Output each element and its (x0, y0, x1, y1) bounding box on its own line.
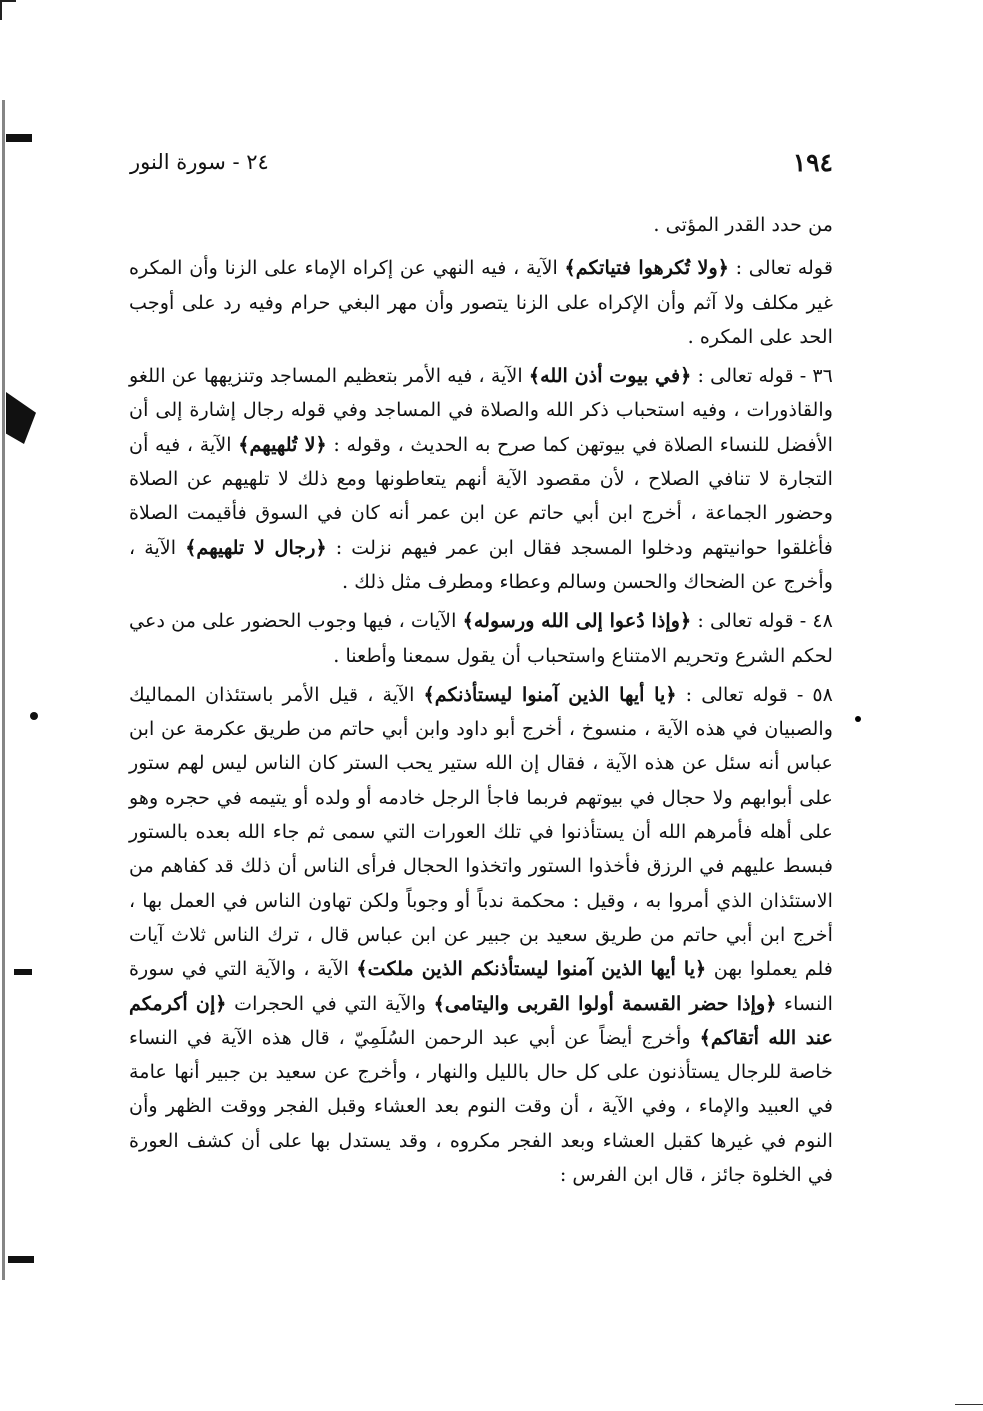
scan-blot (6, 392, 36, 444)
paragraph (129, 678, 833, 1192)
paragraph-text: قوله تعالى : (728, 256, 833, 280)
quran-quote: ﴿وإذا دُعوا إلى الله ورسوله﴾ (462, 609, 692, 633)
paragraph-text: الآية ، وأخرج عن الضحاك والحسن وسالم وعطاء ومطرف مثل ذلك . (129, 535, 833, 593)
scan-blot (14, 969, 32, 975)
paragraph-text: الآية ، فيه أن التجارة لا تنافي الصلاح ، لأن مقصود الآية أنهم يتعاطونها ومع ذلك لا تلهيهم عن الصلاة وحضور الجماعة ، أخرج ابن أبي حاتم عن ابن عمر أنه كان في السوق فأقيمت الصلاة فأغلقوا حوانيتهم ودخلوا المسجد فقال ابن عمر فيهم نزلت : (129, 432, 833, 559)
paragraph-text: ٥٨ - قوله تعالى : (676, 682, 833, 706)
scan-blot (8, 1256, 34, 1263)
quran-quote: ﴿رجال لا تلهيهم﴾ (185, 535, 327, 559)
scan-left-edge (2, 100, 5, 1280)
paragraph (129, 251, 833, 354)
paragraph: من حدد القدر المؤتى . (653, 213, 833, 236)
page-body (129, 208, 833, 1197)
paragraph-text: ٣٦ - قوله تعالى : (691, 364, 833, 388)
quran-quote: ﴿لا تُلهيهم﴾ (238, 432, 327, 456)
quran-quote: ﴿يا أيها الذين آمنوا ليستأذنكم﴾ (423, 682, 677, 706)
paragraph (129, 359, 833, 599)
paragraph-text: والآية التي في الحجرات (226, 991, 434, 1015)
quran-quote: ﴿ولا تُكرهوا فتياتكم﴾ (564, 256, 729, 280)
quran-quote: ﴿إن أكرمكم عند الله أتقاكم﴾ (129, 991, 834, 1049)
scan-blot (6, 134, 32, 142)
paragraph-text: الآيات ، فيها وجوب الحضور على من دعي لحكم الشرع وتحريم الامتناع واستحباب أن يقول سمعنا وأطعنا . (129, 609, 833, 667)
paragraph-text: الآية ، فيه النهي عن إكراه الإماء على الزنا وأن المكره غير مكلف ولا آثم وأن الإكراه على الزنا يتصور وأن مهر البغي حرام وفيه رد على أوجب الحد على المكره . (129, 256, 833, 348)
scan-edge-line (955, 1404, 983, 1405)
paragraph-text: الآية ، والآية التي في سورة النساء (129, 957, 833, 1015)
paragraph-text: ٤٨ - قوله تعالى : (691, 609, 833, 633)
scan-blot (30, 712, 38, 720)
paragraph-text: الآية ، فيه الأمر بتعظيم المساجد وتنزيهها عن اللغو والقاذورات ، وفيه استحباب ذكر الله والصلاة في المساجد وفي قوله رجال إشارة إلى أن الأفضل للنساء الصلاة في بيوتهن كما صرح به الحديث ، وقوله : (128, 364, 833, 456)
paragraph-text: الآية ، قيل الأمر باستئذان المماليك والصبيان في هذه الآية ، منسوخ ، أخرج أبو داود وابن أبي حاتم من طريق عكرمة عن ابن عباس أنه سئل عن هذه الآية ، فقال إن الله ستير يحب الستر كان الناس ليس لهم ستور على أبوابهم ولا حجال في بيوتهم فربما فاجأ الرجل خادمه أو ولده أو يتيمه في حجره وهو على أهله فأمرهم الله أن يستأذنوا في تلك العورات التي سمى ثم جاء الله بعده بالستور فبسط عليهم في الرزق فأخذوا الستور واتخذوا الحجال فرأى الناس أن ذلك قد كفاهم من الاستئذان الذي أمروا به ، وقيل : محكمة ندباً أو وجوباً ولكن تهاون الناس في العمل بها ، أخرج ابن أبي حاتم من طريق سعيد بن جبير عن ابن عباس قال ، ترك الناس ثلاث آيات فلم يعملوا بهن (129, 682, 833, 981)
running-title: ٢٤ - سورة النور (130, 150, 269, 174)
margin-dot (855, 716, 861, 722)
paragraph-text: وأخرج أيضاً عن أبي عبد الرحمن السُلَمِيّ ، قال هذه الآية في النساء خاصة للرجال يستأذنون على كل حال بالليل والنهار ، وأخرج عن سعيد بن جبير أنها عامة في العبيد والإماء ، وفي الآية ، أن وقت النوم بعد العشاء وقبل الفجر ووقت الظهر وأن النوم في غيرها كقبل العشاء وبعد الفجر مكروه ، وقد يستدل بها على أن كشف العورة في الخلوة جائز ، قال ابن الفرس : (129, 1025, 833, 1187)
quran-quote: ﴿وإذا حضر القسمة أولوا القربى واليتامى﴾ (433, 991, 777, 1015)
page-header (130, 148, 833, 188)
scan-corner-mark (0, 0, 16, 20)
quran-quote: ﴿يا أيها الذين آمنوا ليستأذنكم الذين ملكت﴾ (356, 957, 707, 981)
quran-quote: ﴿في بيوت أذن الله﴾ (528, 364, 692, 388)
page-number: ١٩٤ (792, 148, 833, 177)
paragraph (129, 604, 833, 673)
